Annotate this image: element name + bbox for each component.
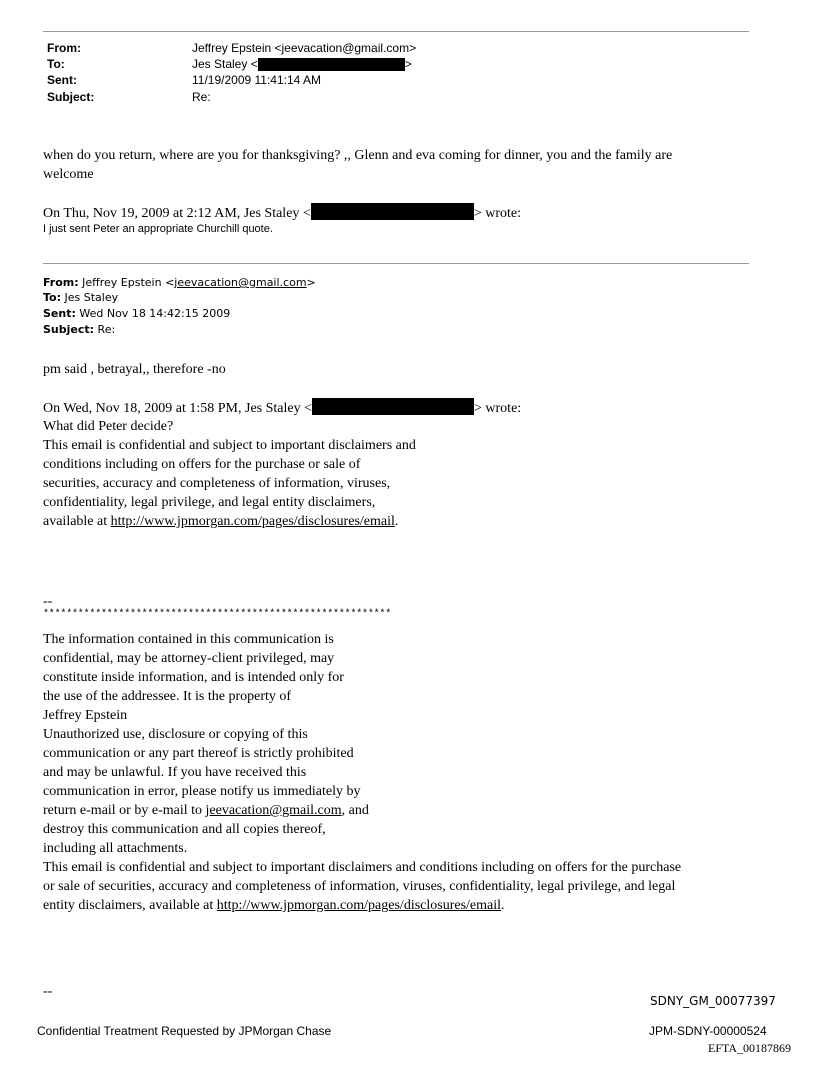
- subject-label: Subject:: [47, 90, 95, 104]
- disclaimer-line: conditions including on offers for the purchase or sale of: [43, 457, 361, 472]
- inner-body: pm said , betrayal,, therefore -no: [43, 362, 226, 377]
- sent-value: 11/19/2009 11:41:14 AM: [192, 73, 321, 87]
- notice-line: Unauthorized use, disclosure or copying of this: [43, 727, 308, 742]
- inner-from-email-link[interactable]: jeevacation@gmail.com: [174, 276, 307, 289]
- quoted-divider: [43, 263, 749, 264]
- redaction-bar: [312, 398, 474, 415]
- sent-label: Sent:: [47, 73, 77, 87]
- signature-dashes: --: [43, 594, 53, 609]
- notice-line: including all attachments.: [43, 841, 188, 856]
- inner-from: From: Jeffrey Epstein <jeevacation@gmail.com>: [43, 276, 316, 289]
- quote-1-message: I just sent Peter an appropriate Churchill quote.: [43, 223, 273, 235]
- redaction-bar: [258, 58, 405, 71]
- bates-jpm-number: JPM-SDNY-00000524: [649, 1024, 767, 1038]
- notice-line: constitute inside information, and is intended only for: [43, 670, 344, 685]
- top-divider: [43, 31, 749, 32]
- notice-line: destroy this communication and all copies thereof,: [43, 822, 326, 837]
- disclaimer-line: This email is confidential and subject to important disclaimers and: [43, 438, 416, 453]
- bottom-dashes: --: [43, 984, 53, 999]
- subject-value: Re:: [192, 90, 211, 104]
- quote-2-body: [43, 417, 416, 531]
- notice-line: communication in error, please notify us immediately by: [43, 784, 361, 799]
- final-disclaimer-line: This email is confidential and subject to important disclaimers and conditions including on offers for the purchase: [43, 860, 682, 875]
- reply-body-line-2: welcome: [43, 167, 94, 182]
- inner-sent: Sent: Wed Nov 18 14:42:15 2009: [43, 307, 231, 320]
- notice-line: Jeffrey Epstein: [43, 708, 128, 723]
- inner-to: To: Jes Staley: [43, 291, 119, 304]
- confidential-treatment-note: Confidential Treatment Requested by JPMorgan Chase: [37, 1024, 332, 1038]
- final-disclaimer-line: or sale of securities, accuracy and completeness of information, viruses, confidentiality, legal privilege, and legal: [43, 879, 676, 894]
- disclaimer-line: confidentiality, legal privilege, and legal entity disclaimers,: [43, 495, 376, 510]
- to-value: Jes Staley < >: [192, 57, 412, 71]
- bates-gm-number: SDNY_GM_00077397: [650, 994, 776, 1008]
- final-disclosures-link[interactable]: http://www.jpmorgan.com/pages/disclosures/email: [216, 898, 502, 913]
- final-disclaimer-line-3: entity disclaimers, available at http://www.jpmorgan.com/pages/disclosures/email.: [43, 898, 505, 913]
- reply-body-line-1: when do you return, where are you for thanksgiving? ,, Glenn and eva coming for dinner, you and the family are: [43, 148, 673, 163]
- inner-subject: Subject: Re:: [43, 323, 116, 336]
- notice-line: The information contained in this communication is: [43, 632, 334, 647]
- from-value: Jeffrey Epstein <jeevacation@gmail.com>: [192, 41, 417, 55]
- quote-2-intro: On Wed, Nov 18, 2009 at 1:58 PM, Jes Staley < > wrote:: [43, 398, 521, 418]
- quote-1-intro: On Thu, Nov 19, 2009 at 2:12 AM, Jes Staley < > wrote:: [43, 203, 521, 223]
- confidentiality-notice: [43, 630, 681, 915]
- quote-2-question: What did Peter decide?: [43, 419, 174, 434]
- notice-line: and may be unlawful. If you have received this: [43, 765, 307, 780]
- redaction-bar: [311, 203, 474, 220]
- disclaimer-line: securities, accuracy and completeness of information, viruses,: [43, 476, 391, 491]
- notice-email-line: return e-mail or by e-mail to jeevacation@gmail.com, and: [43, 803, 369, 818]
- efta-number: EFTA_00187869: [708, 1041, 792, 1055]
- notice-line: communication or any part thereof is strictly prohibited: [43, 746, 354, 761]
- disclaimer-available-line: available at http://www.jpmorgan.com/pages/disclosures/email.: [43, 514, 399, 529]
- notice-line: confidential, may be attorney-client privileged, may: [43, 651, 335, 666]
- signature-stars: ************************************************************: [43, 609, 392, 620]
- to-label: To:: [47, 57, 65, 71]
- disclosures-link[interactable]: http://www.jpmorgan.com/pages/disclosures/email: [110, 514, 395, 529]
- notice-email-link[interactable]: jeevacation@gmail.com: [205, 803, 342, 818]
- notice-line: the use of the addressee. It is the property of: [43, 689, 292, 704]
- from-label: From:: [47, 41, 81, 55]
